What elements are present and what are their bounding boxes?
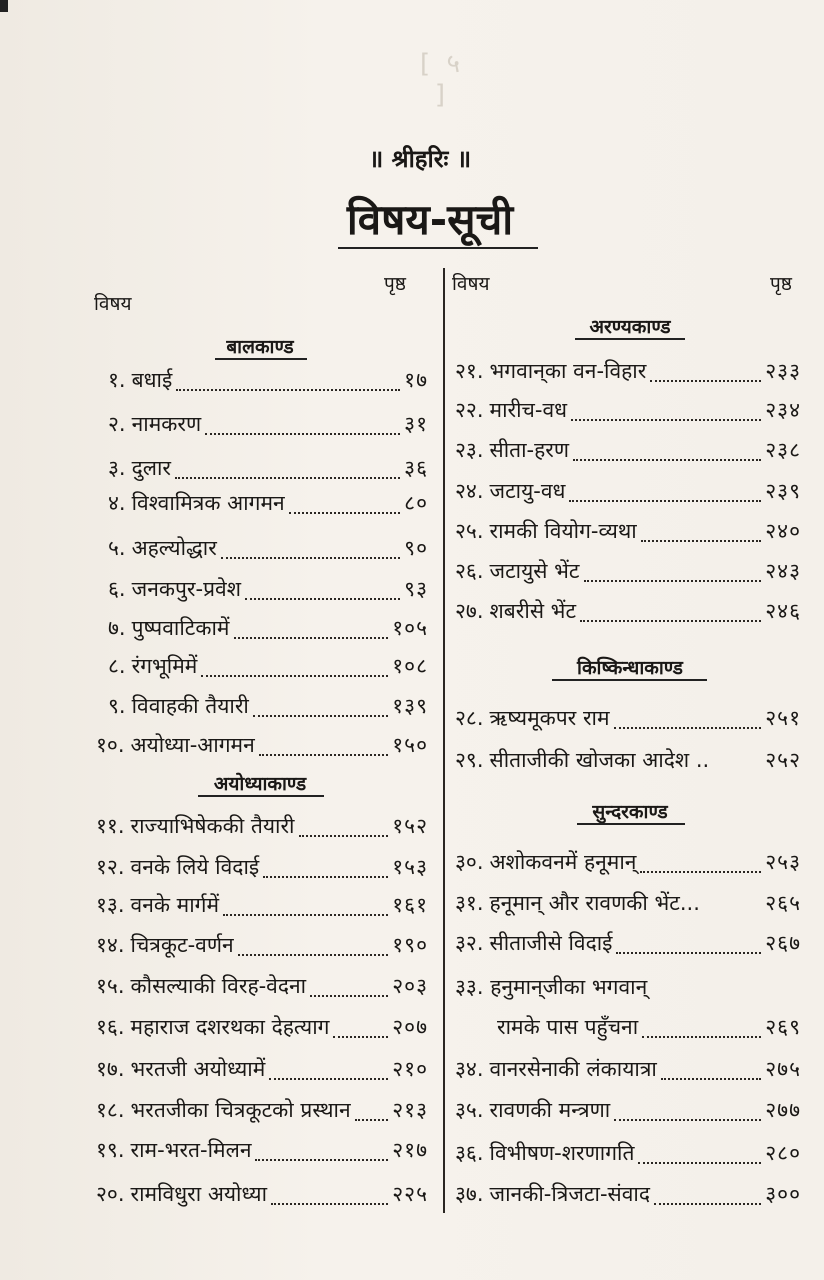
toc-entry (108, 410, 428, 440)
entry-title: जनकपुर-प्रवेश (131, 577, 241, 601)
entry-title: जटायु-वध (489, 479, 566, 503)
entry-page: २०७ (392, 1015, 428, 1039)
invocation: ॥ श्रीहरिः ॥ (368, 145, 472, 173)
entry-number: ३०. (455, 850, 484, 874)
entry-number: ३२. (455, 931, 484, 955)
toc-entry-continuation (497, 1013, 801, 1043)
dot-leader (205, 431, 400, 435)
entry-number: ३६. (455, 1141, 484, 1165)
entry-title: वनके लिये विदाई (130, 855, 260, 879)
dot-leader (269, 1076, 388, 1080)
dot-leader (263, 874, 388, 878)
entry-number: १. (108, 368, 126, 392)
dot-leader (654, 1201, 761, 1205)
section-sundarkand-underline (577, 823, 685, 825)
entry-number: १०. (96, 733, 125, 757)
entry-title: हनुमान्‌जीका भगवान् (490, 975, 648, 999)
entry-number: ३३. (455, 975, 484, 999)
entry-title: सीता-हरण (489, 438, 570, 462)
toc-entry (96, 931, 428, 961)
entry-page: ३०० (765, 1182, 801, 1206)
entry-title: विश्वामित्रक आगमन (131, 491, 285, 515)
toc-entry (455, 1096, 801, 1126)
section-balkand-underline (215, 358, 307, 360)
entry-number: २९. (455, 748, 484, 772)
entry-page: २८० (765, 1141, 801, 1165)
dot-leader (713, 768, 761, 770)
toc-entry (455, 396, 801, 426)
dot-leader (641, 538, 762, 542)
toc-entry (455, 597, 801, 627)
entry-title: अशोकवनमें हनूमान् (489, 850, 637, 874)
toc-entry (96, 1013, 428, 1043)
toc-entry (108, 454, 428, 484)
dot-leader (580, 618, 761, 622)
entry-title: ऋष्यमूकपर राम (489, 706, 610, 730)
entry-number: ९. (108, 694, 126, 718)
entry-title: सीताजीकी खोजका आदेश .. (489, 748, 710, 772)
entry-number: १९. (96, 1138, 125, 1162)
toc-entry (96, 1055, 428, 1085)
toc-entry (455, 1180, 801, 1210)
entry-number: १३. (96, 893, 125, 917)
entry-number: ३. (108, 456, 126, 480)
section-kishkindhakand-underline (552, 679, 707, 681)
toc-entry (96, 1180, 428, 1210)
toc-entry (96, 891, 428, 921)
dot-leader (253, 713, 388, 717)
entry-title: मारीच-वध (489, 398, 568, 422)
toc-entry (455, 746, 801, 776)
entry-title: हनूमान् और रावणकी भेंट... (489, 891, 700, 915)
entry-page: २३८ (765, 438, 801, 462)
dot-leader (614, 725, 762, 729)
dot-leader (299, 833, 389, 837)
toc-entry-multiline (455, 973, 647, 1001)
dot-leader (573, 457, 761, 461)
entry-title: अहल्योद्धार (131, 536, 217, 560)
right-page-header: पृष्ठ (770, 273, 792, 295)
entry-number: २०. (96, 1182, 125, 1206)
entry-page: २१० (392, 1057, 428, 1081)
entry-page: १३९ (392, 694, 428, 718)
toc-entry (96, 1136, 428, 1166)
toc-entry (455, 889, 801, 919)
entry-title: रामकी वियोग-व्यथा (489, 519, 637, 543)
entry-title: चित्रकूट-वर्णन (130, 933, 234, 957)
entry-page: ३६ (404, 456, 428, 480)
entry-page: २४३ (765, 559, 801, 583)
dot-leader (223, 912, 388, 916)
dot-leader (614, 1117, 761, 1121)
entry-page: ९० (404, 536, 428, 560)
dot-leader (704, 911, 761, 913)
dot-leader (640, 869, 761, 873)
entry-number: २६. (455, 559, 484, 583)
toc-entry (108, 534, 428, 564)
dot-leader (201, 673, 388, 677)
entry-page: २०३ (392, 974, 428, 998)
entry-page: १०५ (392, 616, 428, 640)
entry-page: २४० (765, 519, 801, 543)
entry-title: जानकी-त्रिजटा-संवाद (489, 1182, 651, 1206)
entry-page: २१३ (392, 1098, 428, 1122)
entry-number: १४. (96, 933, 125, 957)
left-page-header: पृष्ठ (384, 273, 406, 295)
entry-number: ६. (108, 577, 126, 601)
entry-title: रावणकी मन्त्रणा (489, 1098, 611, 1122)
entry-page: २३४ (765, 398, 801, 422)
toc-entry (455, 1139, 801, 1169)
dot-leader (255, 1157, 388, 1161)
entry-page: २७७ (765, 1098, 801, 1122)
section-balkand: बालकाण्ड (226, 336, 294, 358)
dot-leader (355, 1117, 389, 1121)
toc-entry (455, 477, 801, 507)
right-subject-header: विषय (452, 273, 490, 295)
entry-number: ५. (108, 536, 126, 560)
dot-leader (289, 510, 401, 514)
entry-title: सीताजीसे विदाई (489, 931, 613, 955)
toc-entry (96, 812, 428, 842)
entry-title: रंगभूमिमें (131, 654, 198, 678)
page-folio: [ ५ ] (420, 49, 464, 110)
entry-page: २५३ (765, 850, 801, 874)
entry-number: १५. (96, 974, 125, 998)
section-aranyakand: अरण्यकाण्ड (589, 316, 671, 338)
entry-number: २५. (455, 519, 484, 543)
toc-entry (96, 1096, 428, 1126)
entry-page: २३३ (765, 359, 801, 383)
toc-entry (455, 517, 801, 547)
entry-page: २५२ (765, 748, 801, 772)
entry-page: ९३ (404, 577, 428, 601)
entry-page: २६९ (765, 1015, 801, 1039)
entry-title: कौसल्याकी विरह-वेदना (130, 974, 307, 998)
entry-page: २७५ (765, 1057, 801, 1081)
entry-title: विभीषण-शरणागति (489, 1141, 635, 1165)
dot-leader (238, 952, 389, 956)
toc-entry (96, 731, 428, 761)
section-sundarkand: सुन्दरकाण्ड (592, 801, 668, 823)
entry-page: १०८ (392, 654, 428, 678)
entry-number: २७. (455, 599, 484, 623)
entry-page: ८० (404, 491, 428, 515)
dot-leader (569, 498, 761, 502)
entry-page: १६१ (392, 893, 428, 917)
section-ayodhyakand: अयोध्याकाण्ड (213, 773, 307, 795)
entry-number: १७. (96, 1057, 125, 1081)
dot-leader (661, 1076, 761, 1080)
entry-number: ३४. (455, 1057, 484, 1081)
toc-entry (108, 366, 428, 396)
entry-number: ३७. (455, 1182, 484, 1206)
toc-entry (96, 972, 428, 1002)
toc-entry (455, 929, 801, 959)
dot-leader (310, 993, 388, 997)
page-title: विषय-सूची (346, 195, 514, 244)
entry-number: २२. (455, 398, 484, 422)
entry-title: वनके मार्गमें (130, 893, 220, 917)
dot-leader (221, 555, 400, 559)
entry-number: ३१. (455, 891, 484, 915)
entry-number: १२. (96, 855, 125, 879)
entry-title: राज्याभिषेककी तैयारी (130, 814, 295, 838)
entry-number: २४. (455, 479, 484, 503)
entry-title: वानरसेनाकी लंकायात्रा (489, 1057, 657, 1081)
dot-leader (616, 950, 761, 954)
section-ayodhyakand-underline (198, 795, 324, 797)
entry-page: १९० (392, 933, 428, 957)
entry-number: ७. (108, 616, 126, 640)
scan-corner-mark (0, 0, 8, 12)
entry-title: भरतजी अयोध्यामें (130, 1057, 266, 1081)
entry-page: २६५ (765, 891, 801, 915)
entry-title: शबरीसे भेंट (489, 599, 577, 623)
entry-title: रामके पास पहुँचना (497, 1015, 639, 1039)
entry-number: २३. (455, 438, 484, 462)
toc-entry (455, 357, 801, 387)
dot-leader (333, 1034, 388, 1038)
entry-page: २६७ (765, 931, 801, 955)
entry-title: भगवान्‌का वन-विहार (489, 359, 647, 383)
dot-leader (175, 475, 400, 479)
toc-entry (108, 575, 428, 605)
entry-title: दुलार (131, 456, 172, 480)
entry-title: अयोध्या-आगमन (130, 733, 255, 757)
dot-leader (584, 578, 762, 582)
toc-entry (108, 692, 428, 722)
entry-title: विवाहकी तैयारी (131, 694, 249, 718)
entry-page: १७ (404, 368, 428, 392)
toc-entry (455, 848, 801, 878)
entry-page: २१७ (392, 1138, 428, 1162)
entry-page: १५० (392, 733, 428, 757)
toc-entry (108, 652, 428, 682)
entry-number: ११. (96, 814, 125, 838)
entry-title: बधाई (131, 368, 173, 392)
dot-leader (271, 1201, 388, 1205)
entry-page: २३९ (765, 479, 801, 503)
entry-title: भरतजीका चित्रकूटको प्रस्थान (130, 1098, 351, 1122)
entry-title: महाराज दशरथका देहत्याग (130, 1015, 330, 1039)
entry-page: २४६ (765, 599, 801, 623)
toc-entry (108, 489, 428, 519)
entry-number: २. (108, 412, 126, 436)
entry-number: ४. (108, 491, 126, 515)
entry-number: २८. (455, 706, 484, 730)
section-aranyakand-underline (575, 338, 685, 340)
entry-number: १६. (96, 1015, 125, 1039)
section-kishkindhakand: किष्किन्धाकाण्ड (577, 657, 683, 679)
toc-entry (455, 436, 801, 466)
entry-page: २५१ (765, 706, 801, 730)
dot-leader (176, 387, 400, 391)
entry-number: ३५. (455, 1098, 484, 1122)
dot-leader (245, 596, 400, 600)
left-subject-header: विषय (94, 293, 132, 315)
title-underline (338, 247, 538, 249)
entry-number: १८. (96, 1098, 125, 1122)
entry-page: ३१ (404, 412, 428, 436)
toc-entry (455, 557, 801, 587)
toc-entry (455, 704, 801, 734)
dot-leader (650, 378, 761, 382)
entry-page: १५३ (392, 855, 428, 879)
entry-title: जटायुसे भेंट (489, 559, 580, 583)
toc-entry (108, 614, 428, 644)
entry-title: राम-भरत-मिलन (130, 1138, 252, 1162)
dot-leader (259, 752, 388, 756)
entry-page: २२५ (392, 1182, 428, 1206)
entry-title: पुष्पवाटिकामें (131, 616, 230, 640)
toc-entry (96, 853, 428, 883)
entry-title: नामकरण (131, 412, 202, 436)
column-divider (443, 268, 445, 1213)
dot-leader (234, 635, 389, 639)
entry-number: २१. (455, 359, 484, 383)
dot-leader (642, 1034, 761, 1038)
entry-number: ८. (108, 654, 126, 678)
entry-title: रामविधुरा अयोध्या (130, 1182, 268, 1206)
toc-entry (455, 1055, 801, 1085)
dot-leader (571, 417, 761, 421)
dot-leader (638, 1160, 761, 1164)
entry-page: १५२ (392, 814, 428, 838)
